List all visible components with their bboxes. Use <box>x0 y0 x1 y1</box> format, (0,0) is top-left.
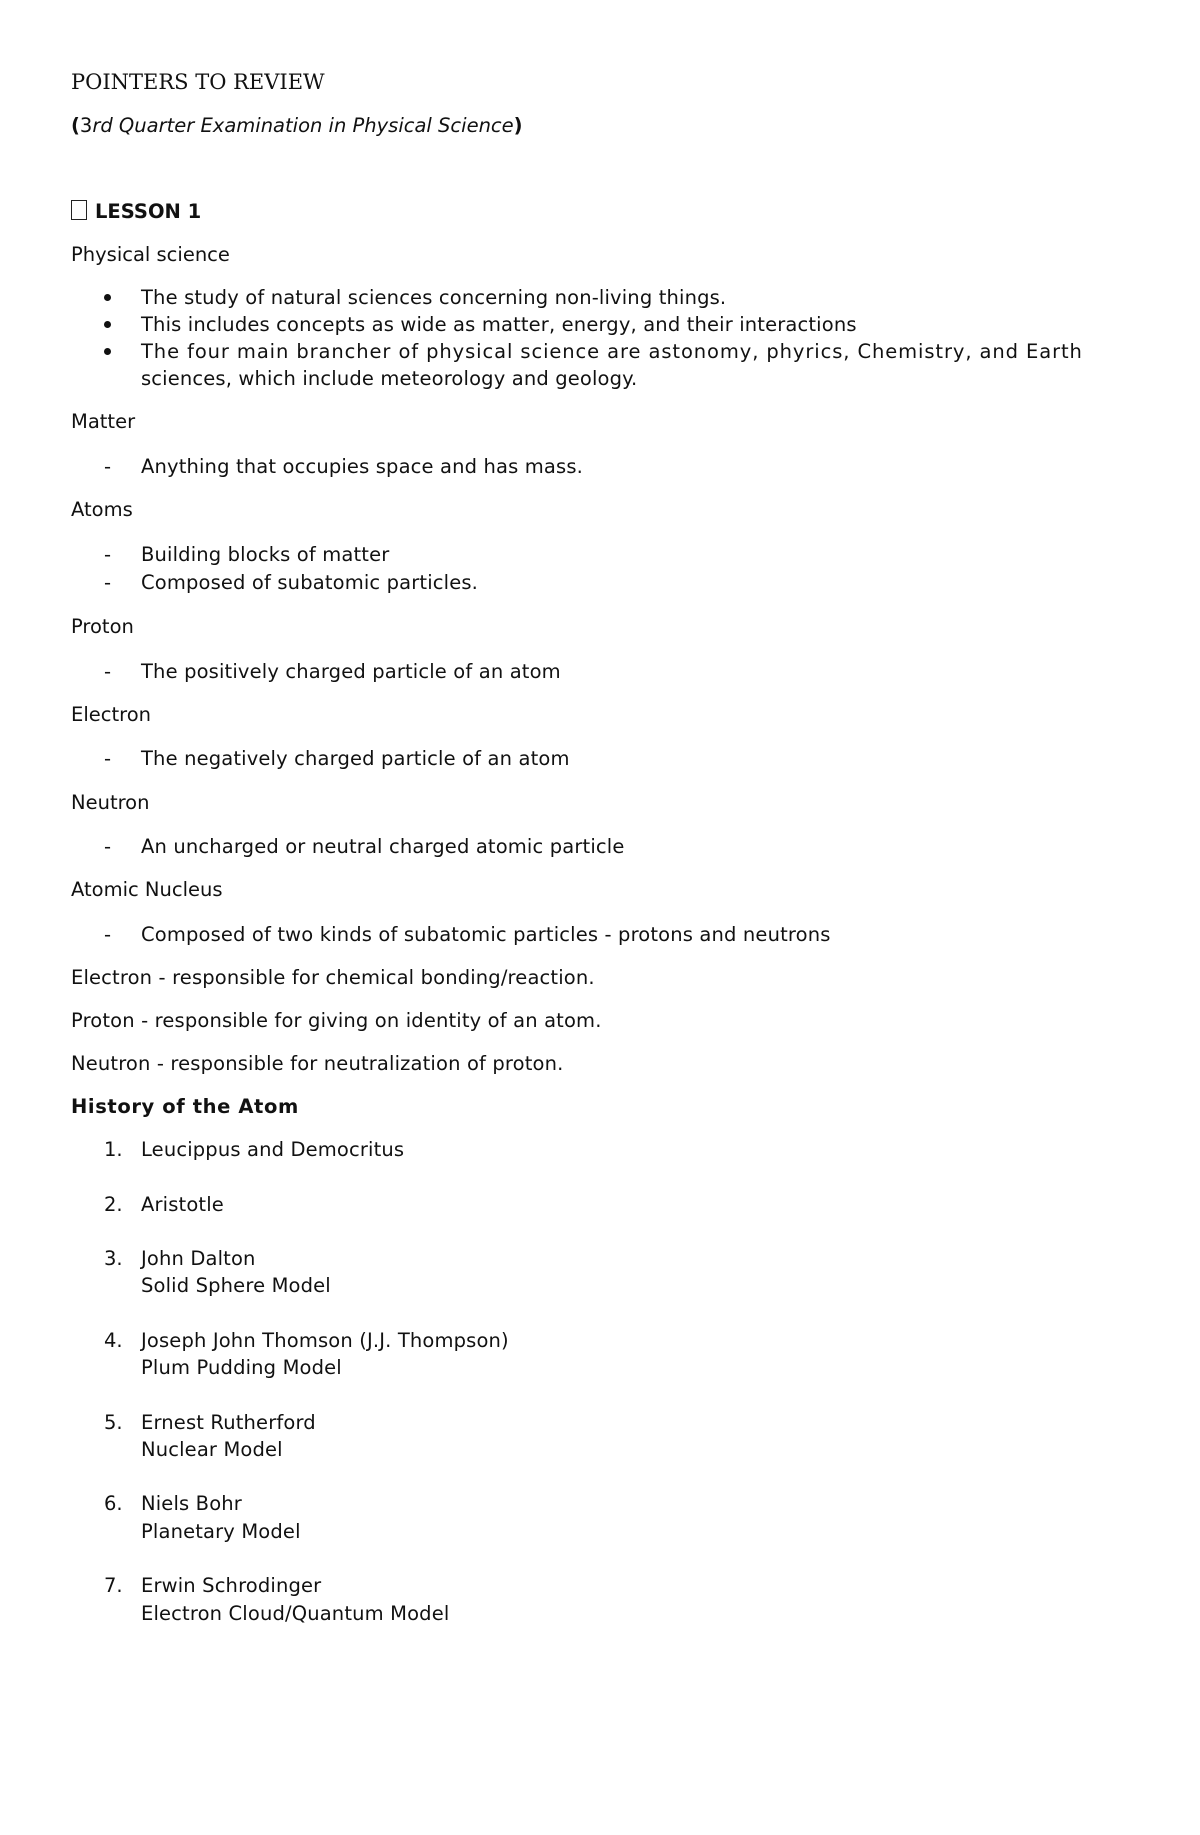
history-name: Ernest Rutherford <box>141 1411 316 1434</box>
bullet-dot-icon <box>104 294 111 301</box>
subtitle-open-paren: ( <box>71 114 80 137</box>
lesson-heading-text: LESSON 1 <box>95 200 202 223</box>
list-number: 7. <box>104 1574 123 1597</box>
definition-item: The negatively charged particle of an atom <box>141 747 570 770</box>
list-number: 1. <box>104 1138 123 1161</box>
term-proton: Proton <box>71 615 134 638</box>
history-model: Planetary Model <box>141 1520 301 1543</box>
dash-marker: - <box>104 455 112 478</box>
history-model: Nuclear Model <box>141 1438 283 1461</box>
dash-marker: - <box>104 571 112 594</box>
bullet-item-continuation: sciences, which include meteorology and geology. <box>141 367 638 390</box>
history-model: Electron Cloud/Quantum Model <box>141 1602 450 1625</box>
history-name: Aristotle <box>141 1193 224 1216</box>
dash-marker: - <box>104 835 112 858</box>
list-number: 4. <box>104 1329 123 1352</box>
list-number: 2. <box>104 1193 123 1216</box>
dash-marker: - <box>104 747 112 770</box>
history-model: Plum Pudding Model <box>141 1356 342 1379</box>
list-number: 6. <box>104 1492 123 1515</box>
document-title: POINTERS TO REVIEW <box>71 70 325 94</box>
bullet-item: This includes concepts as wide as matter, energy, and their interactions <box>141 313 857 336</box>
responsibility-line: Electron - responsible for chemical bonding/reaction. <box>71 966 595 989</box>
document-subtitle <box>71 114 523 137</box>
definition-item: Anything that occupies space and has mass. <box>141 455 583 478</box>
dash-marker: - <box>104 660 112 683</box>
subtitle-number: 3 <box>79 114 93 137</box>
history-heading: History of the Atom <box>71 1095 299 1118</box>
term-electron: Electron <box>71 703 151 726</box>
responsibility-line: Neutron - responsible for neutralization of proton. <box>71 1052 564 1075</box>
bullet-dot-icon <box>104 348 111 355</box>
definition-item: The positively charged particle of an atom <box>141 660 561 683</box>
subtitle-text: rd Quarter Examination in Physical Science <box>92 114 514 137</box>
bullet-item: The four main brancher of physical science are astonomy, phyrics, Chemistry, and Earth <box>141 340 1083 363</box>
dash-marker: - <box>104 543 112 566</box>
history-name: Leucippus and Democritus <box>141 1138 405 1161</box>
term-neutron: Neutron <box>71 791 150 814</box>
history-name: Niels Bohr <box>141 1492 242 1515</box>
definition-item: Composed of subatomic particles. <box>141 571 479 594</box>
responsibility-line: Proton - responsible for giving on identity of an atom. <box>71 1009 602 1032</box>
term-physical-science: Physical science <box>71 243 230 266</box>
lesson-heading <box>71 200 201 223</box>
history-name: Joseph John Thomson (J.J. Thompson) <box>141 1329 509 1352</box>
list-number: 3. <box>104 1247 123 1270</box>
lesson-marker-icon <box>71 200 87 220</box>
definition-item: Building blocks of matter <box>141 543 390 566</box>
dash-marker: - <box>104 923 112 946</box>
term-atomic-nucleus: Atomic Nucleus <box>71 878 223 901</box>
bullet-dot-icon <box>104 321 111 328</box>
definition-item: An uncharged or neutral charged atomic particle <box>141 835 625 858</box>
history-name: Erwin Schrodinger <box>141 1574 322 1597</box>
subtitle-close-paren: ) <box>513 114 523 137</box>
history-name: John Dalton <box>141 1247 256 1270</box>
bullet-item: The study of natural sciences concerning non-living things. <box>141 286 727 309</box>
list-number: 5. <box>104 1411 123 1434</box>
term-matter: Matter <box>71 410 136 433</box>
definition-item: Composed of two kinds of subatomic particles - protons and neutrons <box>141 923 831 946</box>
history-model: Solid Sphere Model <box>141 1274 331 1297</box>
term-atoms: Atoms <box>71 498 133 521</box>
